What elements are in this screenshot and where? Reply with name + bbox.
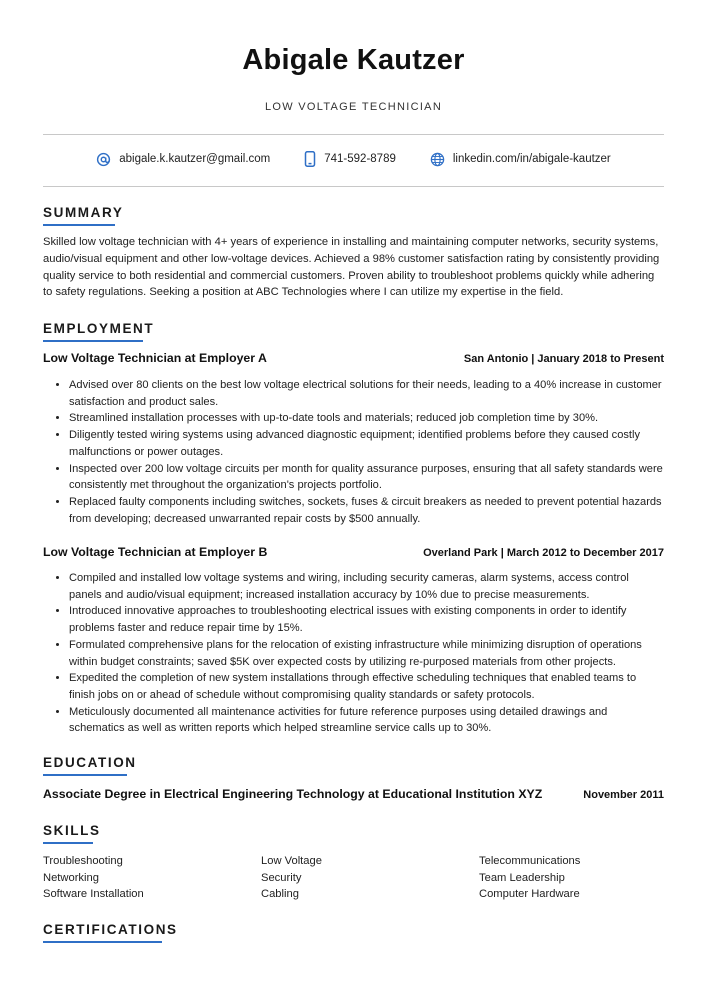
certifications-heading xyxy=(43,922,178,943)
phone-icon xyxy=(304,151,316,167)
employment-heading-underline xyxy=(43,340,143,342)
email-text: abigale.k.kautzer@gmail.com xyxy=(119,153,271,165)
skill-item: Telecommunications xyxy=(479,855,581,867)
candidate-title: LOW VOLTAGE TECHNICIAN xyxy=(264,101,443,113)
education-heading-text: EDUCATION xyxy=(43,755,137,770)
skills-heading xyxy=(43,823,101,844)
skill-item: Troubleshooting xyxy=(43,855,123,867)
job-entry-header xyxy=(43,351,664,365)
skill-item: Computer Hardware xyxy=(479,888,580,901)
degree-date: November 2011 xyxy=(583,789,664,801)
job-entry-header xyxy=(43,545,664,559)
certifications-heading-underline xyxy=(43,941,162,943)
skills-grid xyxy=(43,853,664,903)
job-bullet: • Replaced faulty components including switches, sockets, fuses & circuit breakers as needed to prevent potential hazards from developing; decreased unwarranted repair costs by $500 annually. xyxy=(69,494,664,527)
job-bullet: • Streamlined installation processes with up-to-date tools and materials; reduced job completion time by 30%. xyxy=(69,410,664,427)
job-bullet: • Meticulously documented all maintenance activities for future reference purposes using detailed drawings and schematics as well as written reports which helped streamline service calls up to 30%. xyxy=(69,704,664,737)
summary-text: Skilled low voltage technician with 4+ years of experience in installing and maintaining computer networks, security systems, audio/visual equipment and other low-voltage devices. Achieved a 98% customer satisfaction rating by consistently providing quality service to both residential and commercial customers. Proven ability to troubleshoot problems quickly while adhering to safety regulations. Seeking a position at ABC Technologies where I can utilize my expertise in the field. xyxy=(43,236,660,299)
skill-item: Low Voltage xyxy=(261,855,322,867)
linkedin-text: linkedin.com/in/abigale-kautzer xyxy=(452,153,611,165)
contact-email[interactable] xyxy=(96,150,270,168)
certifications-heading-text: CERTIFICATIONS xyxy=(43,922,178,937)
skill-item: Networking xyxy=(43,871,99,884)
skills-heading-text: SKILLS xyxy=(43,823,101,838)
job-location-dates: San Antonio | January 2018 to Present xyxy=(463,353,664,365)
job-bullet: • Formulated comprehensive plans for the relocation of existing infrastructure while minimizing disruption of operations within budget constraints; saved $5K over expected costs by utilizing re-purposed materials from other projects. xyxy=(69,637,664,670)
job-bullet: • Expedited the completion of new system installations through effective scheduling techniques that enabled teams to finish jobs on or ahead of schedule without compromising quality standards or safety protocols. xyxy=(69,670,664,703)
divider-bottom xyxy=(43,186,664,187)
skill-item: Software Installation xyxy=(43,888,144,901)
education-heading xyxy=(43,755,137,776)
job-bullet-list xyxy=(43,377,664,527)
contact-phone[interactable] xyxy=(304,150,396,168)
globe-icon xyxy=(430,152,445,167)
divider-top xyxy=(43,134,664,135)
job-title: Low Voltage Technician at Employer B xyxy=(43,545,268,559)
contact-linkedin[interactable] xyxy=(430,150,611,168)
contact-bar xyxy=(43,150,664,168)
summary-heading xyxy=(43,205,123,226)
at-sign-icon xyxy=(96,152,111,167)
summary-heading-text: SUMMARY xyxy=(43,205,124,220)
job-bullet: • Inspected over 200 low voltage circuits per month for quality assurance purposes, ensuring that all safety standards were consistently met throughout the organization's projects portfolio. xyxy=(69,461,664,494)
job-bullet-list xyxy=(43,570,664,737)
job-bullet: • Advised over 80 clients on the best low voltage electrical solutions for their needs, leading to a 40% increase in customer satisfaction and product sales. xyxy=(69,377,664,410)
skill-item: Security xyxy=(261,871,302,884)
education-heading-underline xyxy=(43,774,127,776)
degree-title: Associate Degree in Electrical Engineering Technology at Educational Institution XYZ xyxy=(43,787,543,801)
job-title: Low Voltage Technician at Employer A xyxy=(43,351,267,365)
skills-heading-underline xyxy=(43,842,93,844)
skill-item: Cabling xyxy=(261,888,299,901)
job-bullet: • Diligently tested wiring systems using advanced diagnostic equipment; identified problems before they caused costly malfunctions or power outages. xyxy=(69,427,664,460)
summary-heading-underline xyxy=(43,224,115,226)
employment-heading-text: EMPLOYMENT xyxy=(43,321,155,336)
skill-item: Team Leadership xyxy=(479,871,565,884)
job-bullet: • Compiled and installed low voltage systems and wiring, including security cameras, alarm systems, access control panels and audio/visual equipment; increased installation accuracy by 10% due to precise measurements. xyxy=(69,570,664,603)
education-entry xyxy=(43,787,664,801)
phone-text: 741-592-8789 xyxy=(324,153,396,165)
job-location-dates: Overland Park | March 2012 to December 2017 xyxy=(423,547,664,559)
candidate-name: Abigale Kautzer xyxy=(242,44,465,76)
job-bullet: • Introduced innovative approaches to troubleshooting electrical issues with existing components in order to identify problems faster and reduce repair time by 15%. xyxy=(69,603,664,636)
employment-heading xyxy=(43,321,154,342)
